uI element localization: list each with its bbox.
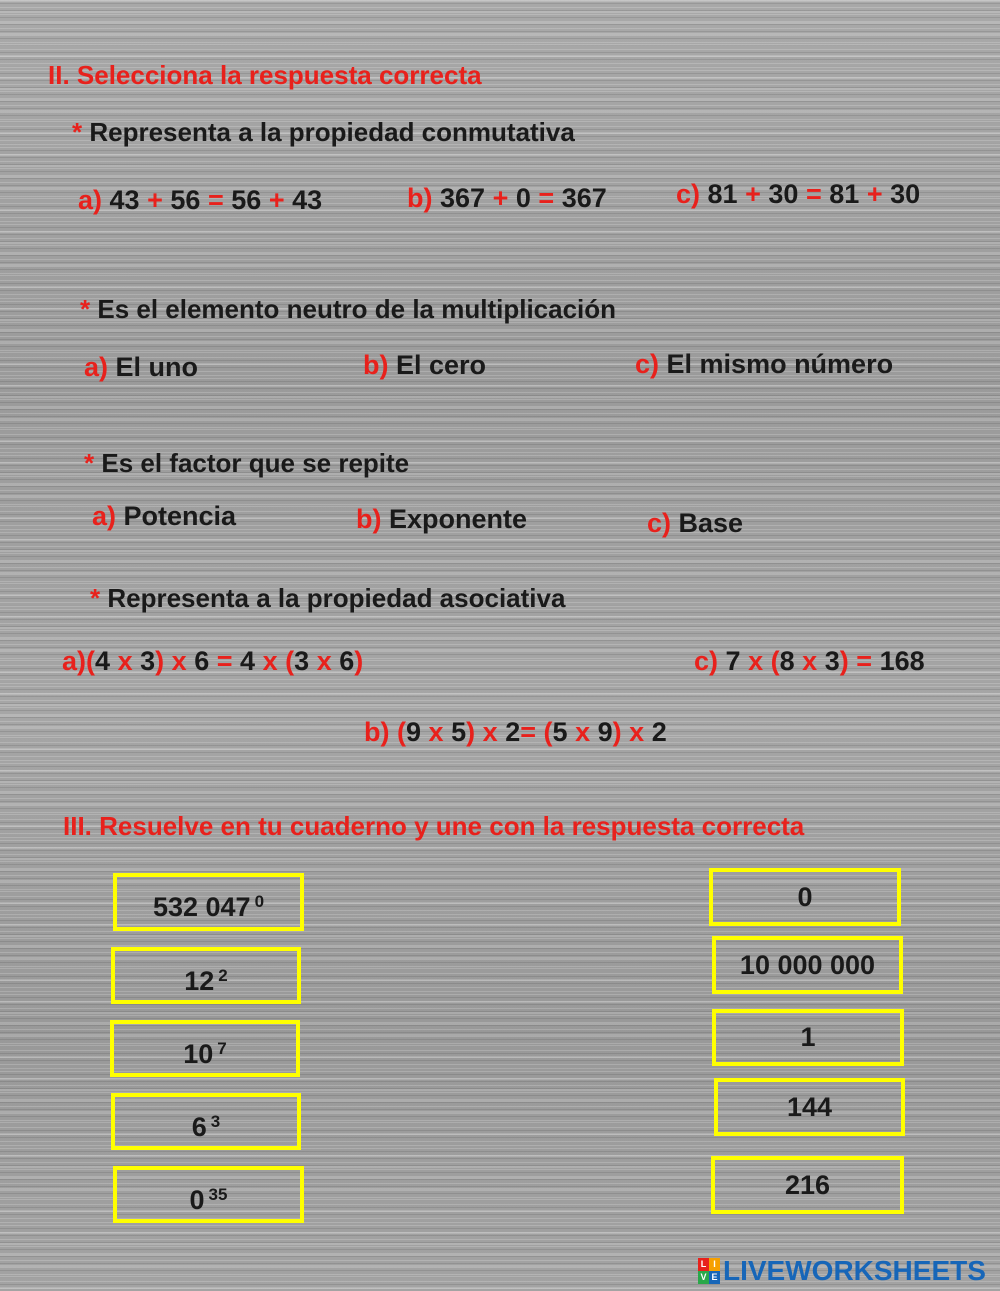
q1-option-a[interactable] (78, 185, 322, 216)
operand: 43 (109, 185, 140, 215)
paren: ( (397, 717, 406, 747)
option-letter: b) (363, 350, 389, 380)
question-2 (80, 294, 616, 325)
operand: 6 (194, 646, 210, 676)
paren: ) (466, 717, 476, 747)
logo-mark-letter: I (709, 1258, 720, 1271)
power-box-5[interactable] (113, 1166, 304, 1223)
power-box-1[interactable] (113, 873, 304, 931)
operand: 4 (240, 646, 256, 676)
operand: 5 (552, 717, 568, 747)
paren: ( (86, 646, 96, 676)
question-star: * (84, 448, 95, 478)
question-3 (84, 448, 409, 479)
power-exponent: 35 (208, 1185, 228, 1204)
question-star: * (72, 117, 83, 147)
operator: + (866, 179, 883, 209)
operator: x (629, 717, 645, 747)
operand: 9 (597, 717, 613, 747)
operator: + (492, 183, 509, 213)
option-letter: c) (647, 508, 672, 538)
paren: ) (155, 646, 165, 676)
operator: = (520, 717, 536, 747)
logo-mark-icon (698, 1258, 720, 1284)
operator: x (171, 646, 187, 676)
operand: 168 (879, 646, 925, 676)
power-box-2[interactable] (111, 947, 301, 1004)
q3-option-a[interactable] (92, 501, 236, 532)
question-star: * (80, 294, 91, 324)
power-base: 12 (184, 966, 215, 996)
option-text: Exponente (389, 504, 528, 534)
operator: x (748, 646, 764, 676)
operator: x (262, 646, 278, 676)
power-base: 6 (191, 1112, 207, 1142)
option-text: Potencia (123, 501, 237, 531)
q1-option-b[interactable] (407, 183, 607, 214)
question-4 (90, 583, 565, 614)
option-letter: b) (356, 504, 382, 534)
operator: + (745, 179, 761, 209)
q3-option-c[interactable] (647, 508, 743, 539)
operand: 2 (651, 717, 667, 747)
logo-text: LIVEWORKSHEETS (723, 1255, 986, 1286)
operand: 3 (140, 646, 156, 676)
operand: 30 (890, 179, 921, 209)
operand: 9 (406, 717, 422, 747)
operand: 367 (561, 183, 607, 213)
operand: 5 (451, 717, 467, 747)
power-box-4[interactable] (111, 1093, 301, 1150)
operand: 56 (231, 185, 262, 215)
paren: ) (839, 646, 849, 676)
paren: ) (612, 717, 622, 747)
section-3-title: III. Resuelve en tu cuaderno y une con la respuesta correcta (63, 811, 805, 841)
question-1 (72, 117, 575, 148)
power-box-3[interactable] (110, 1020, 300, 1077)
option-letter: b) (364, 717, 390, 747)
operand: 4 (95, 646, 111, 676)
option-letter: c) (635, 349, 660, 379)
logo-mark-letter: V (698, 1271, 709, 1284)
q2-option-c[interactable] (635, 349, 893, 380)
operator: + (268, 185, 285, 215)
paren: ( (543, 717, 553, 747)
operator: x (575, 717, 591, 747)
option-letter: a) (84, 352, 109, 382)
q4-option-a[interactable] (62, 646, 363, 677)
question-text: Representa a la propiedad asociativa (107, 583, 566, 613)
operator: x (316, 646, 332, 676)
operator: = (538, 183, 555, 213)
option-text: El uno (115, 352, 199, 382)
section-2-title: II. Selecciona la respuesta correcta (48, 60, 482, 90)
option-letter: a) (62, 646, 87, 676)
power-base: 0 (189, 1185, 205, 1215)
operand: 43 (292, 185, 323, 215)
q3-option-b[interactable] (356, 504, 527, 535)
question-text: Es el elemento neutro de la multiplicación (97, 294, 617, 324)
option-letter: a) (92, 501, 117, 531)
question-text: Es el factor que se repite (101, 448, 410, 478)
paren: ) (354, 646, 364, 676)
power-base: 10 (183, 1039, 214, 1069)
power-exponent: 3 (210, 1112, 221, 1131)
option-letter: b) (407, 183, 433, 213)
option-text: Base (678, 508, 744, 538)
paren: ( (770, 646, 780, 676)
power-base: 532 047 (152, 892, 251, 922)
operator: = (856, 646, 873, 676)
q1-option-c[interactable] (676, 179, 920, 210)
answer-box-4[interactable]: 144 (714, 1078, 905, 1136)
q4-option-b[interactable] (364, 717, 667, 748)
q2-option-b[interactable] (363, 350, 486, 381)
answer-box-5[interactable]: 216 (711, 1156, 904, 1214)
operand: 30 (768, 179, 799, 209)
operand: 367 (440, 183, 486, 213)
q4-option-c[interactable] (694, 646, 925, 677)
power-exponent: 0 (254, 892, 265, 911)
operand: 0 (515, 183, 531, 213)
operand: 8 (779, 646, 795, 676)
operand: 3 (824, 646, 840, 676)
operand: 56 (170, 185, 201, 215)
option-letter: c) (676, 179, 701, 209)
operand: 81 (829, 179, 860, 209)
paren: ( (285, 646, 295, 676)
answer-box-2[interactable]: 10 000 000 (712, 936, 903, 994)
operator: + (147, 185, 163, 215)
power-exponent: 7 (217, 1039, 227, 1058)
operator: x (117, 646, 133, 676)
operand: 3 (294, 646, 310, 676)
option-letter: a) (78, 185, 103, 215)
operand: 6 (339, 646, 355, 676)
operand: 7 (725, 646, 741, 676)
option-text: El mismo número (666, 349, 894, 379)
power-exponent: 2 (218, 966, 228, 985)
q2-option-a[interactable] (84, 352, 198, 383)
answer-box-3[interactable]: 1 (712, 1009, 904, 1066)
option-text: El cero (396, 350, 487, 380)
operator: = (216, 646, 233, 676)
option-letter: c) (694, 646, 719, 676)
liveworksheets-logo[interactable] (698, 1256, 986, 1286)
operator: x (802, 646, 818, 676)
logo-mark-letter: E (709, 1271, 720, 1284)
operand: 81 (707, 179, 738, 209)
question-star: * (90, 583, 101, 613)
question-text: Representa a la propiedad conmutativa (89, 117, 575, 147)
operator: x (482, 717, 498, 747)
answer-box-1[interactable]: 0 (709, 868, 901, 926)
operand: 2 (505, 717, 521, 747)
operator: = (207, 185, 224, 215)
operator: x (428, 717, 444, 747)
operator: = (805, 179, 822, 209)
logo-mark-letter: L (698, 1258, 709, 1271)
